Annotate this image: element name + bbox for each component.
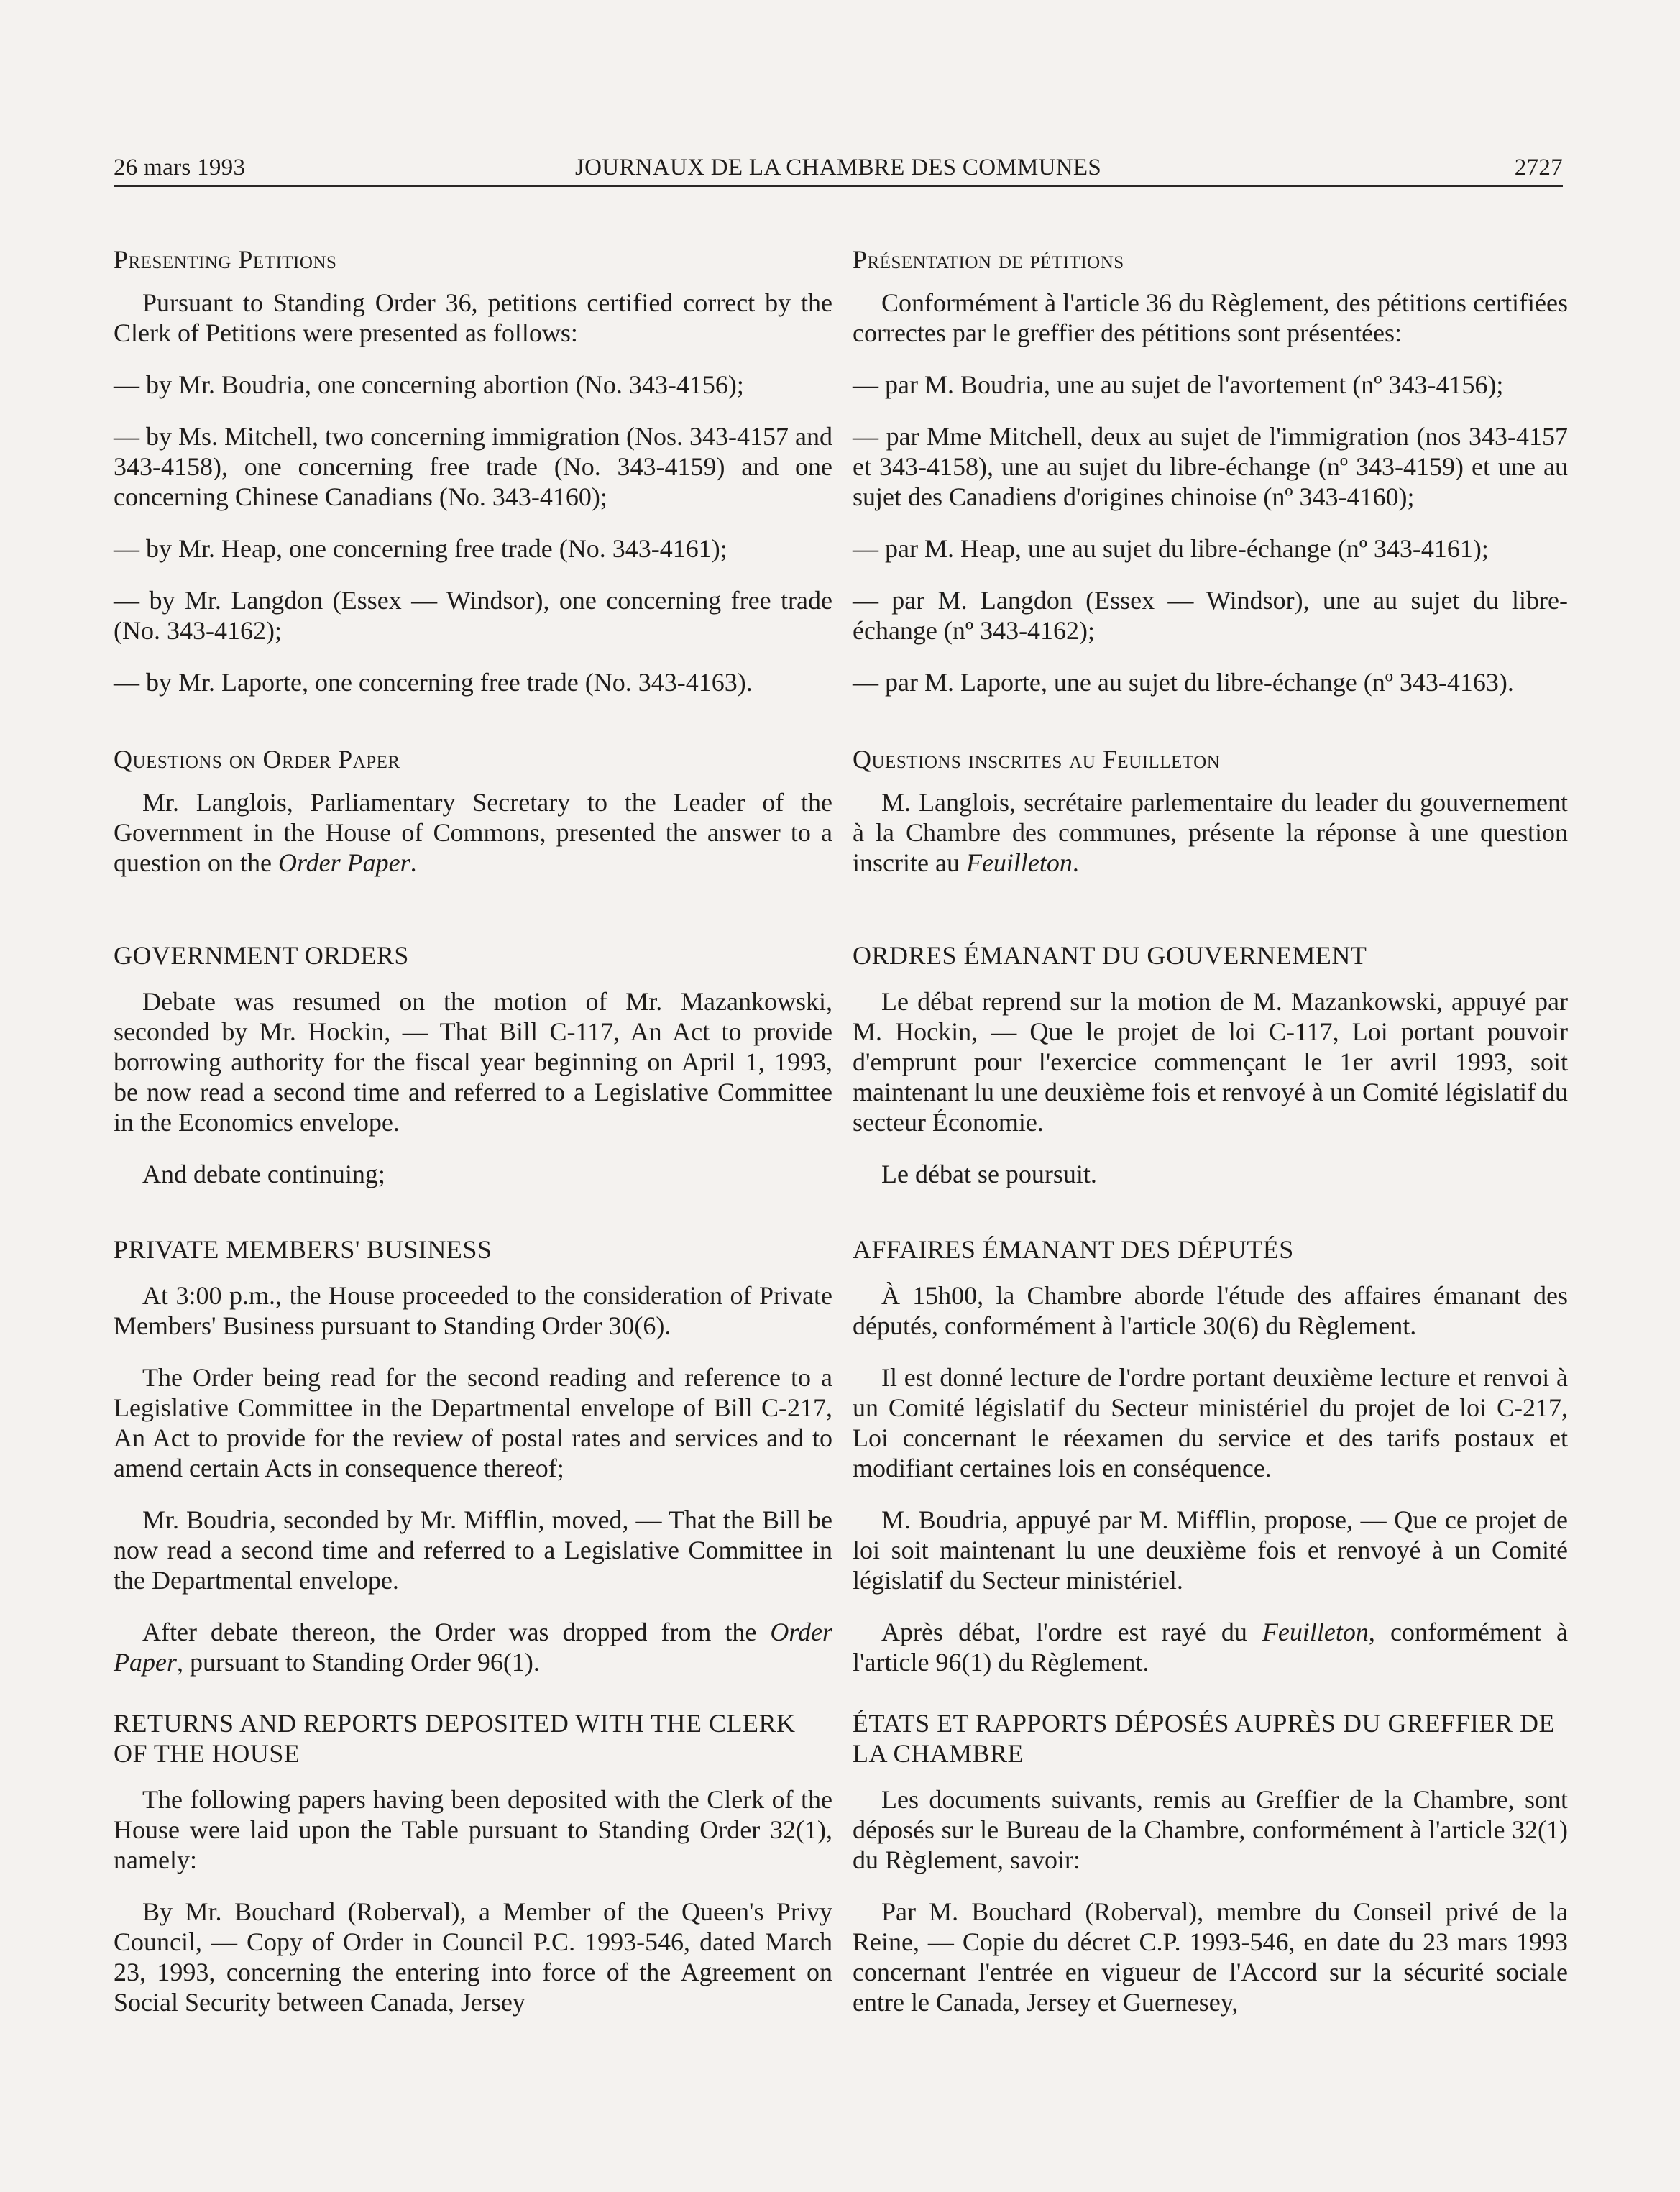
fr-returns-p2: Par M. Bouchard (Roberval), membre du Conseil privé de la Reine, — Copie du décret C.P. 1993-546, en date du 23 mars 1993 concernant l'entrée en vigueur de l'Accord sur la sécurité sociale entre le Canada, Jersey et Guernesey, — [853, 1897, 1568, 2017]
en-petition-item: — by Mr. Boudria, one concerning abortion (No. 343-4156); — [114, 370, 744, 399]
fr-private-members-p1: À 15h00, la Chambre aborde l'étude des affaires émanant des députés, conformément à l'article 30(6) du Règlement. — [853, 1281, 1568, 1340]
fr-government-orders-section — [853, 940, 1568, 1211]
en-government-orders-section — [114, 940, 832, 1211]
header-rule — [114, 185, 1563, 187]
fr-questions-section — [853, 744, 1568, 899]
en-private-members-heading: PRIVATE MEMBERS' BUSINESS — [114, 1235, 492, 1264]
en-petition-item: — by Mr. Laporte, one concerning free trade (No. 343-4163). — [114, 668, 753, 697]
en-government-orders-p2: And debate continuing; — [142, 1160, 385, 1188]
en-returns-heading: RETURNS AND REPORTS DEPOSITED WITH THE CLERK OF THE HOUSE — [114, 1709, 796, 1768]
fr-petition-item: — par Mme Mitchell, deux au sujet de l'immigration (nos 343-4157 et 343-4158), une au sujet du libre-échange (nº 343-4159) et une au sujet des Canadiens d'origines chinoise (nº 343-4160); — [853, 422, 1568, 511]
fr-government-orders-heading: ORDRES ÉMANANT DU GOUVERNEMENT — [853, 941, 1367, 970]
en-petitions-intro: Pursuant to Standing Order 36, petitions certified correct by the Clerk of Petitions were presented as follows: — [114, 288, 832, 347]
fr-private-members-section — [853, 1234, 1568, 1699]
fr-private-members-p2: Il est donné lecture de l'ordre portant deuxième lecture et renvoi à un Comité législatif du Secteur ministériel du projet de loi C-217, Loi concernant le réexamen du service et des tarifs postaux et modifiant certaines lois en conséquence. — [853, 1363, 1568, 1482]
fr-questions-heading: Questions inscrites au Feuilleton — [853, 745, 1221, 774]
fr-returns-section — [853, 1708, 1568, 2039]
fr-petition-item: — par M. Laporte, une au sujet du libre-échange (nº 343-4163). — [853, 668, 1514, 697]
en-questions-section — [114, 744, 832, 899]
fr-private-members-heading: AFFAIRES ÉMANANT DES DÉPUTÉS — [853, 1235, 1294, 1264]
en-petition-item: — by Mr. Heap, one concerning free trade (No. 343-4161); — [114, 534, 727, 563]
fr-petitions-intro: Conformément à l'article 36 du Règlement, des pétitions certifiées correctes par le greffier des pétitions sont présentées: — [853, 288, 1568, 347]
fr-returns-p1: Les documents suivants, remis au Greffier de la Chambre, sont déposés sur le Bureau de la Chambre, conformément à l'article 32(1) du Règlement, savoir: — [853, 1785, 1568, 1874]
en-private-members-p4: After debate thereon, the Order was dropped from the Order Paper, pursuant to Standing Order 96(1). — [114, 1618, 832, 1677]
header-date: 26 mars 1993 — [114, 155, 246, 180]
en-returns-p1: The following papers having been deposited with the Clerk of the House were laid upon the Table pursuant to Standing Order 32(1), namely: — [114, 1785, 832, 1874]
fr-government-orders-p2: Le débat se poursuit. — [881, 1160, 1097, 1188]
en-private-members-section — [114, 1234, 832, 1699]
fr-returns-heading: ÉTATS ET RAPPORTS DÉPOSÉS AUPRÈS DU GREFFIER DE LA CHAMBRE — [853, 1709, 1555, 1768]
fr-private-members-p3: M. Boudria, appuyé par M. Mifflin, propose, — Que ce projet de loi soit maintenant lu une deuxième fois et renvoyé à un Comité législatif du Secteur ministériel. — [853, 1505, 1568, 1595]
fr-private-members-p4: Après débat, l'ordre est rayé du Feuilleton, conformément à l'article 96(1) du Règlement. — [853, 1618, 1568, 1677]
fr-questions-text: M. Langlois, secrétaire parlementaire du leader du gouvernement à la Chambre des communes, présente la réponse à une question inscrite au Feuilleton. — [853, 788, 1568, 877]
en-petition-item: — by Ms. Mitchell, two concerning immigration (Nos. 343-4157 and 343-4158), one concerning free trade (No. 343-4159) and one concerning Chinese Canadians (No. 343-4160); — [114, 422, 832, 511]
fr-petitions-section — [853, 244, 1568, 719]
en-petition-item: — by Mr. Langdon (Essex — Windsor), one concerning free trade (No. 343-4162); — [114, 586, 832, 645]
en-petitions-section — [114, 244, 832, 719]
fr-petition-item: — par M. Langdon (Essex — Windsor), une au sujet du libre-échange (nº 343-4162); — [853, 586, 1568, 645]
en-private-members-p3: Mr. Boudria, seconded by Mr. Mifflin, moved, — That the Bill be now read a second time and referred to a Legislative Committee in the Departmental envelope. — [114, 1505, 832, 1595]
en-private-members-p1: At 3:00 p.m., the House proceeded to the consideration of Private Members' Business pursuant to Standing Order 30(6). — [114, 1281, 832, 1340]
header-page-number: 2727 — [1514, 155, 1563, 180]
en-government-orders-p1: Debate was resumed on the motion of Mr. Mazankowski, seconded by Mr. Hockin, — That Bill C-117, An Act to provide borrowing authority for the fiscal year beginning on April 1, 1993, be now read a second time and referred to a Legislative Committee in the Economics envelope. — [114, 987, 832, 1137]
en-government-orders-heading: GOVERNMENT ORDERS — [114, 941, 409, 970]
fr-government-orders-p1: Le débat reprend sur la motion de M. Mazankowski, appuyé par M. Hockin, — Que le projet de loi C-117, Loi portant pouvoir d'emprunt pour l'exercice commençant le 1er avril 1993, soit maintenant lu une deuxième fois et renvoyé à un Comité législatif du secteur Économie. — [853, 987, 1568, 1137]
en-petitions-heading: Presenting Petitions — [114, 245, 337, 274]
header-title: JOURNAUX DE LA CHAMBRE DES COMMUNES — [575, 155, 1101, 180]
en-questions-heading: Questions on Order Paper — [114, 745, 400, 774]
fr-petition-item: — par M. Boudria, une au sujet de l'avortement (nº 343-4156); — [853, 370, 1504, 399]
page-header — [114, 150, 1563, 187]
en-returns-section — [114, 1708, 832, 2039]
en-questions-text: Mr. Langlois, Parliamentary Secretary to the Leader of the Government in the House of Commons, presented the answer to a question on the Order Paper. — [114, 788, 832, 877]
en-private-members-p2: The Order being read for the second reading and reference to a Legislative Committee in the Departmental envelope of Bill C-217, An Act to provide for the review of postal rates and services and to amend certain Acts in consequence thereof; — [114, 1363, 832, 1482]
fr-petitions-heading: Présentation de pétitions — [853, 245, 1124, 274]
fr-petition-item: — par M. Heap, une au sujet du libre-échange (nº 343-4161); — [853, 534, 1489, 563]
en-returns-p2: By Mr. Bouchard (Roberval), a Member of the Queen's Privy Council, — Copy of Order in Council P.C. 1993-546, dated March 23, 1993, concerning the entering into force of the Agreement on Social Security between Canada, Jersey — [114, 1897, 832, 2017]
